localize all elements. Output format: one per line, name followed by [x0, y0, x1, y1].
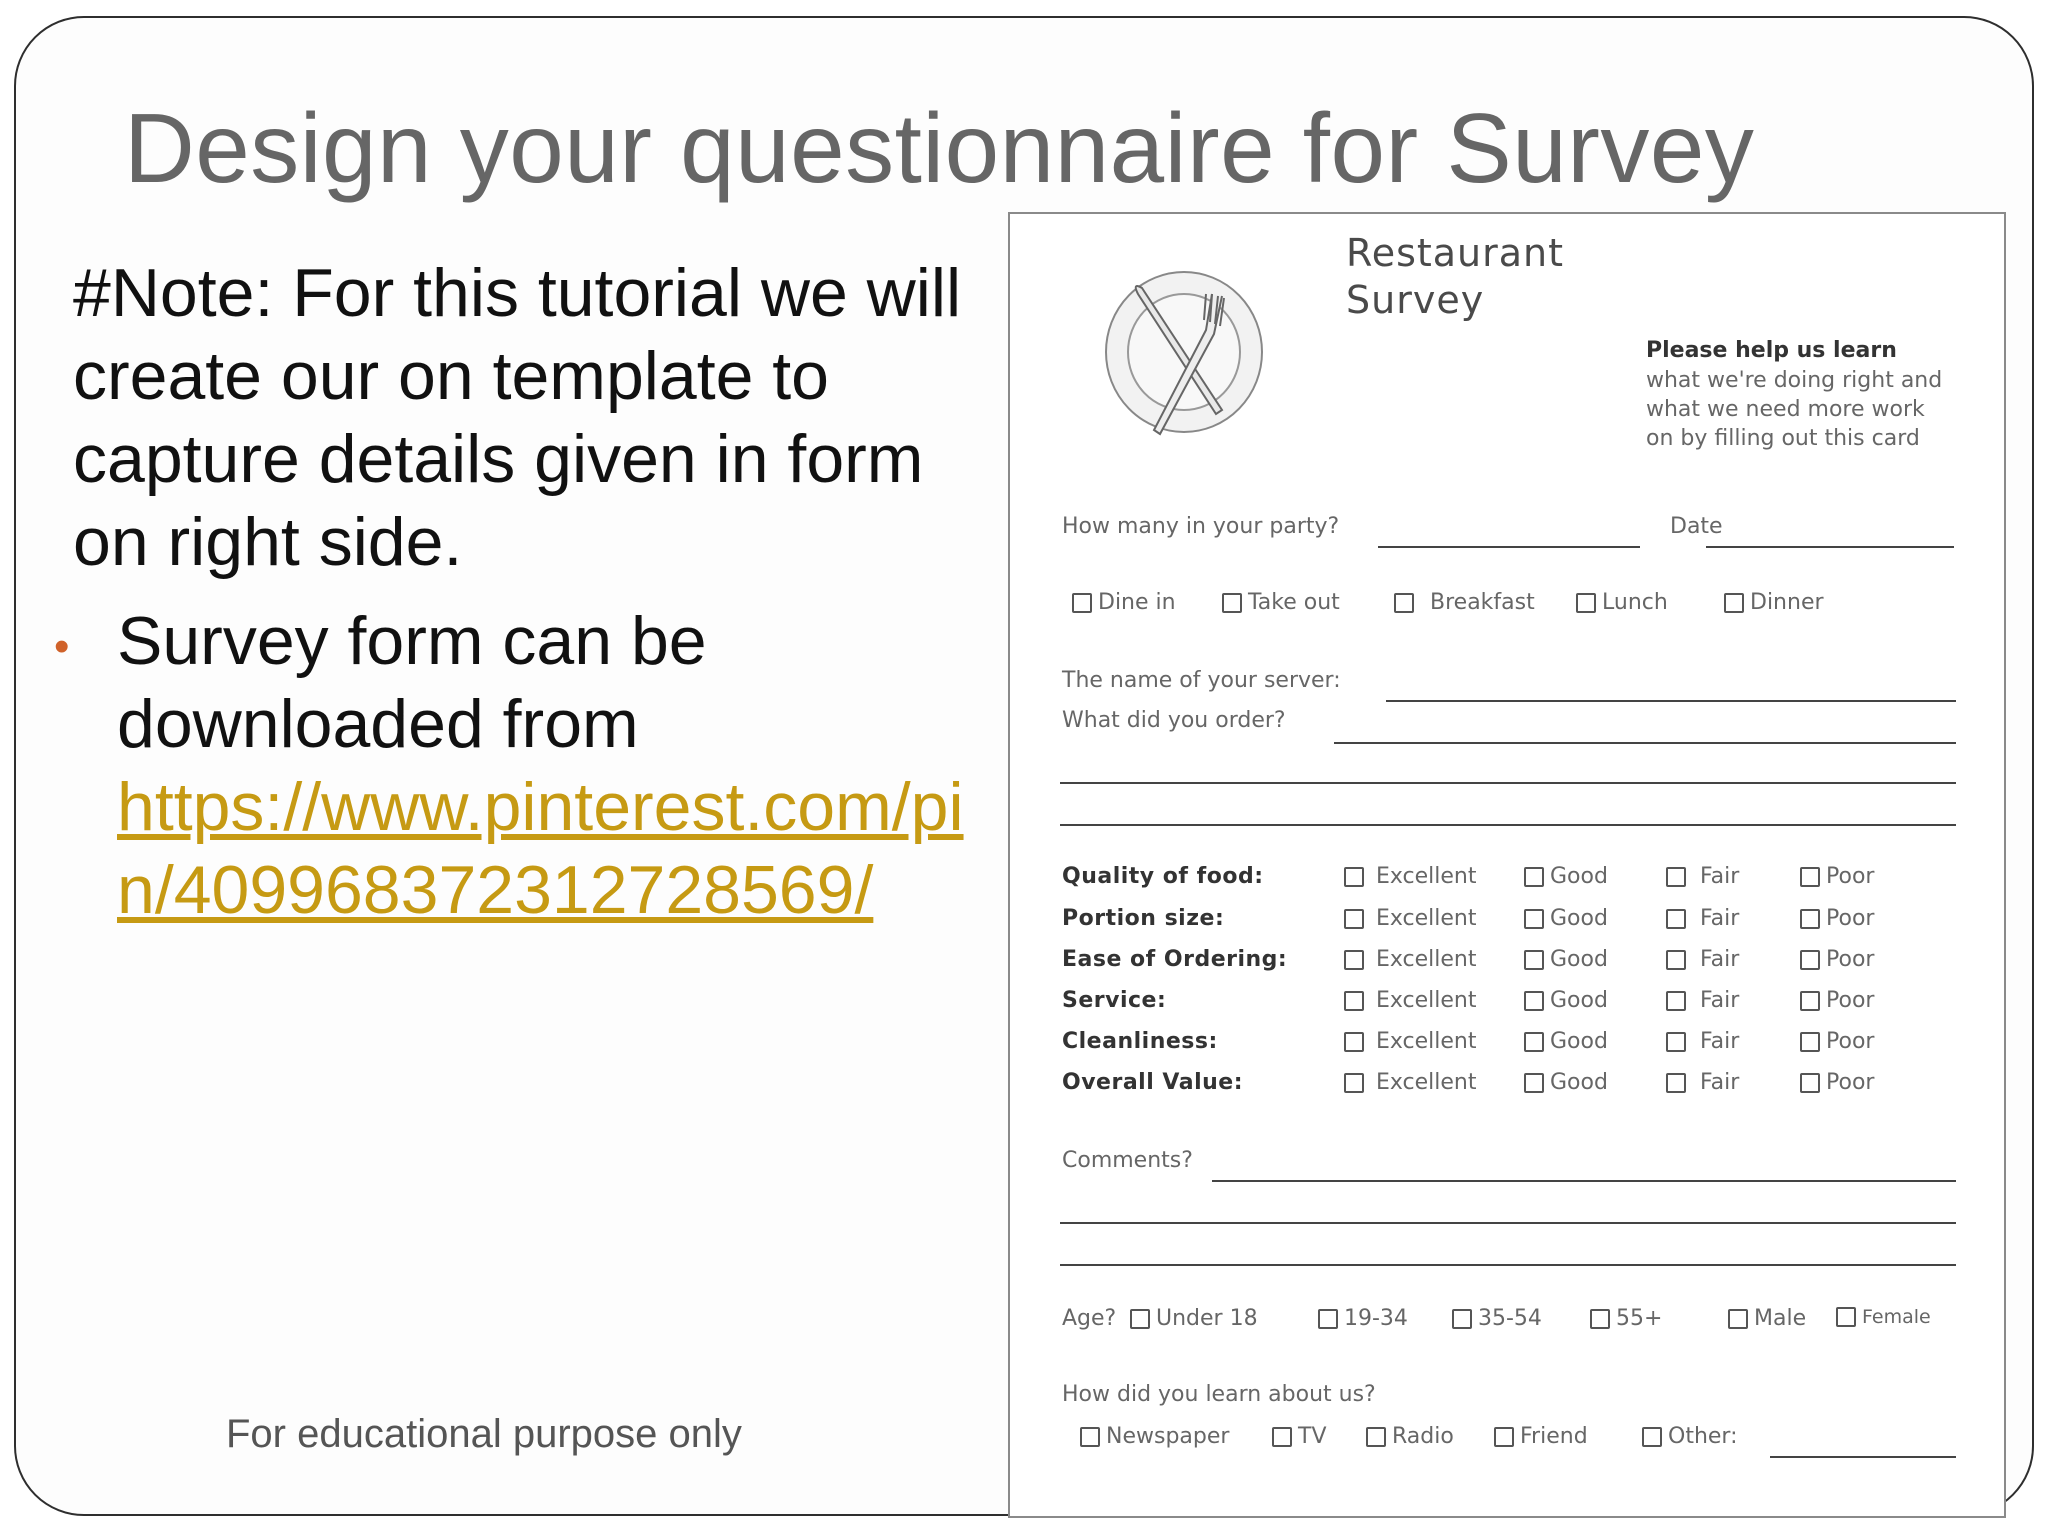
checkbox-icon: [1666, 1032, 1686, 1052]
survey-form-image: [1008, 212, 2006, 1518]
checkbox-icon: [1666, 950, 1686, 970]
comments-line: [1212, 1180, 1956, 1182]
checkbox-icon: [1452, 1309, 1472, 1329]
rating-option: Good: [1524, 988, 1608, 1013]
tutorial-note: #Note: For this tutorial we will create our on template to capture details given in form on right side.: [73, 255, 962, 580]
checkbox-icon: [1800, 991, 1820, 1011]
checkbox-icon: [1272, 1427, 1292, 1447]
rating-option: Poor: [1800, 906, 1874, 931]
checkbox-icon: [1800, 1073, 1820, 1093]
checkbox-icon: [1666, 991, 1686, 1011]
meal-option: Take out: [1222, 590, 1340, 615]
checkbox-icon: [1800, 867, 1820, 887]
meal-option: Dine in: [1072, 590, 1176, 615]
rating-option: Fair: [1666, 947, 1739, 972]
checkbox-icon: [1666, 1073, 1686, 1093]
date-line: [1706, 546, 1954, 548]
party-line: [1378, 546, 1640, 548]
rating-label: Quality of food:: [1062, 864, 1264, 889]
footer-note: For educational purpose only: [226, 1412, 742, 1456]
order-line: [1060, 782, 1956, 784]
rating-option: Fair: [1666, 988, 1739, 1013]
checkbox-icon: [1524, 950, 1544, 970]
help-title: Please help us learn: [1646, 338, 1897, 363]
checkbox-icon: [1344, 1073, 1364, 1093]
rating-option: Fair: [1666, 1070, 1739, 1095]
rating-option: Excellent: [1344, 906, 1477, 931]
checkbox-icon: [1728, 1309, 1748, 1329]
rating-label: Ease of Ordering:: [1062, 947, 1288, 972]
gender-option: Male: [1728, 1306, 1806, 1331]
checkbox-icon: [1524, 867, 1544, 887]
checkbox-icon: [1800, 909, 1820, 929]
checkbox-icon: [1130, 1309, 1150, 1329]
server-label: The name of your server:: [1062, 668, 1341, 693]
bullet-text: Survey form can be downloaded from: [117, 603, 707, 762]
rating-option: Good: [1524, 906, 1608, 931]
checkbox-icon: [1642, 1427, 1662, 1447]
checkbox-icon: [1394, 593, 1414, 613]
rating-option: Excellent: [1344, 1029, 1477, 1054]
checkbox-icon: [1366, 1427, 1386, 1447]
age-option: 19-34: [1318, 1306, 1408, 1331]
age-option: 35-54: [1452, 1306, 1542, 1331]
checkbox-icon: [1222, 593, 1242, 613]
rating-option: Poor: [1800, 1029, 1874, 1054]
comments-line: [1060, 1264, 1956, 1266]
rating-option: Fair: [1666, 1029, 1739, 1054]
checkbox-icon: [1724, 593, 1744, 613]
checkbox-icon: [1344, 950, 1364, 970]
date-label: Date: [1670, 514, 1723, 539]
checkbox-icon: [1800, 950, 1820, 970]
checkbox-icon: [1576, 593, 1596, 613]
age-option: Under 18: [1130, 1306, 1258, 1331]
checkbox-icon: [1524, 1032, 1544, 1052]
comments-line: [1060, 1222, 1956, 1224]
learn-option: Radio: [1366, 1424, 1454, 1449]
rating-label: Overall Value:: [1062, 1070, 1243, 1095]
plate-fork-knife-icon: [1102, 270, 1272, 442]
checkbox-icon: [1800, 1032, 1820, 1052]
checkbox-icon: [1524, 909, 1544, 929]
checkbox-icon: [1524, 1073, 1544, 1093]
checkbox-icon: [1666, 867, 1686, 887]
age-label: Age?: [1062, 1306, 1117, 1331]
checkbox-icon: [1344, 991, 1364, 1011]
meal-option: Breakfast: [1394, 590, 1535, 615]
rating-option: Poor: [1800, 1070, 1874, 1095]
checkbox-icon: [1072, 593, 1092, 613]
order-label: What did you order?: [1062, 708, 1286, 733]
learn-option: Newspaper: [1080, 1424, 1229, 1449]
checkbox-icon: [1080, 1427, 1100, 1447]
server-line: [1386, 700, 1956, 702]
help-text: what we're doing right and what we need more work on by filling out this card: [1646, 368, 1943, 451]
slide-title: Design your questionnaire for Survey: [124, 93, 1755, 203]
meal-option: Lunch: [1576, 590, 1668, 615]
gender-option: Female: [1836, 1306, 1931, 1328]
rating-option: Good: [1524, 864, 1608, 889]
survey-heading: Restaurant Survey: [1346, 231, 1565, 322]
rating-label: Cleanliness:: [1062, 1029, 1218, 1054]
rating-option: Poor: [1800, 864, 1874, 889]
learn-label: How did you learn about us?: [1062, 1382, 1376, 1407]
checkbox-icon: [1344, 909, 1364, 929]
rating-option: Excellent: [1344, 988, 1477, 1013]
checkbox-icon: [1836, 1307, 1856, 1327]
bullet-item: [117, 600, 997, 932]
other-line: [1770, 1456, 1956, 1458]
rating-option: Fair: [1666, 864, 1739, 889]
checkbox-icon: [1666, 909, 1686, 929]
learn-option: TV: [1272, 1424, 1327, 1449]
rating-option: Excellent: [1344, 1070, 1477, 1095]
rating-option: Excellent: [1344, 947, 1477, 972]
rating-option: Good: [1524, 1070, 1608, 1095]
rating-option: Poor: [1800, 988, 1874, 1013]
rating-option: Fair: [1666, 906, 1739, 931]
comments-label: Comments?: [1062, 1148, 1193, 1173]
rating-label: Portion size:: [1062, 906, 1225, 931]
age-option: 55+: [1590, 1306, 1662, 1331]
checkbox-icon: [1344, 867, 1364, 887]
rating-option: Good: [1524, 1029, 1608, 1054]
checkbox-icon: [1494, 1427, 1514, 1447]
checkbox-icon: [1318, 1309, 1338, 1329]
bullet-dot-icon: •: [54, 622, 70, 671]
checkbox-icon: [1344, 1032, 1364, 1052]
meal-option: Dinner: [1724, 590, 1824, 615]
order-line: [1060, 824, 1956, 826]
learn-option: Other:: [1642, 1424, 1738, 1449]
checkbox-icon: [1590, 1309, 1610, 1329]
rating-option: Good: [1524, 947, 1608, 972]
rating-label: Service:: [1062, 988, 1167, 1013]
rating-option: Poor: [1800, 947, 1874, 972]
rating-option: Excellent: [1344, 864, 1477, 889]
party-label: How many in your party?: [1062, 514, 1340, 539]
learn-option: Friend: [1494, 1424, 1588, 1449]
order-line: [1334, 742, 1956, 744]
pinterest-link[interactable]: https://www.pinterest.com/pin/409968372312728569/: [117, 769, 964, 928]
checkbox-icon: [1524, 991, 1544, 1011]
